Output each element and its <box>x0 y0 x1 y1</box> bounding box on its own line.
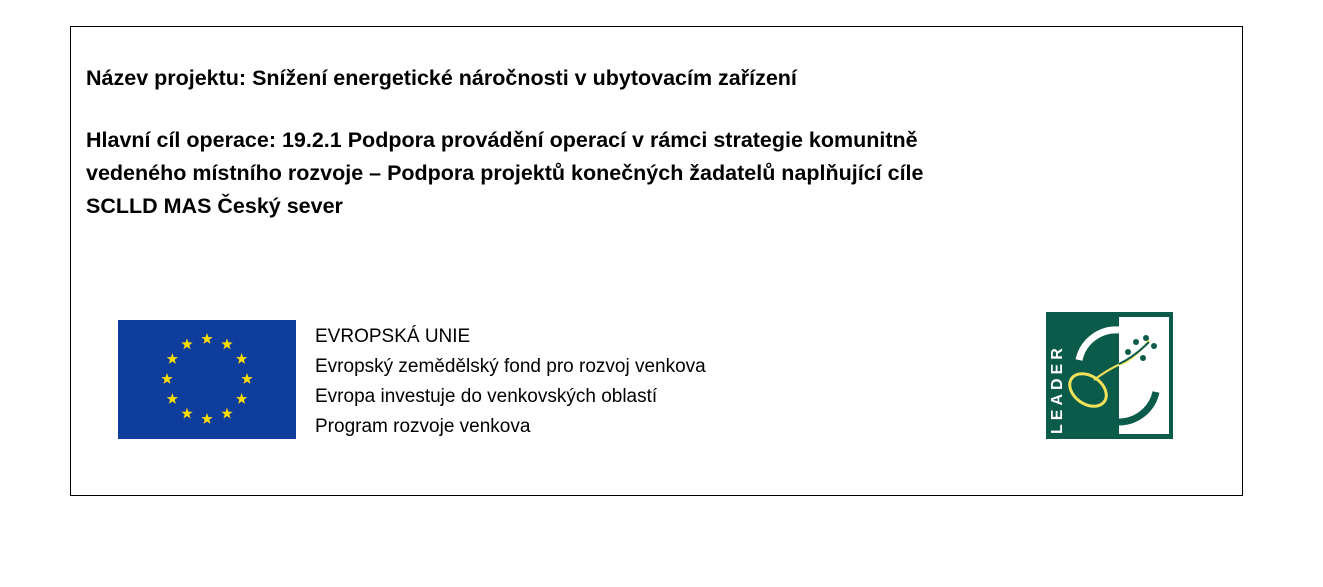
eu-line-program: Program rozvoje venkova <box>315 416 531 437</box>
eu-star-icon <box>201 333 212 344</box>
eu-star-icon <box>181 408 192 419</box>
main-goal-line: vedeného místního rozvoje – Podpora projektů konečných žadatelů naplňující cíle <box>86 161 924 185</box>
eu-line-fund: Evropský zemědělský fond pro rozvoj venkova <box>315 356 706 377</box>
eu-star-icon <box>167 393 178 404</box>
eu-star-icon <box>167 353 178 364</box>
project-name: Název projektu: Snížení energetické náročnosti v ubytovacím zařízení <box>86 66 797 90</box>
eu-flag-logo <box>118 320 296 439</box>
eu-star-icon <box>221 338 232 349</box>
eu-star-icon <box>221 408 232 419</box>
eu-line-union: EVROPSKÁ UNIE <box>315 326 471 347</box>
eu-star-icon <box>241 373 252 384</box>
leader-wordmark: LEADER <box>1049 344 1066 434</box>
eu-funding-text <box>315 322 706 442</box>
eu-star-icon <box>236 353 247 364</box>
eu-star-icon <box>201 413 212 424</box>
eu-star-icon <box>161 373 172 384</box>
eu-line-slogan: Evropa investuje do venkovských oblastí <box>315 386 658 407</box>
eu-star-icon <box>181 338 192 349</box>
leader-logo <box>1046 312 1173 439</box>
main-goal-line: SCLLD MAS Český sever <box>86 194 343 218</box>
main-goal <box>86 124 923 223</box>
eu-star-icon <box>236 393 247 404</box>
main-goal-line: Hlavní cíl operace: 19.2.1 Podpora provádění operací v rámci strategie komunitně <box>86 128 918 152</box>
